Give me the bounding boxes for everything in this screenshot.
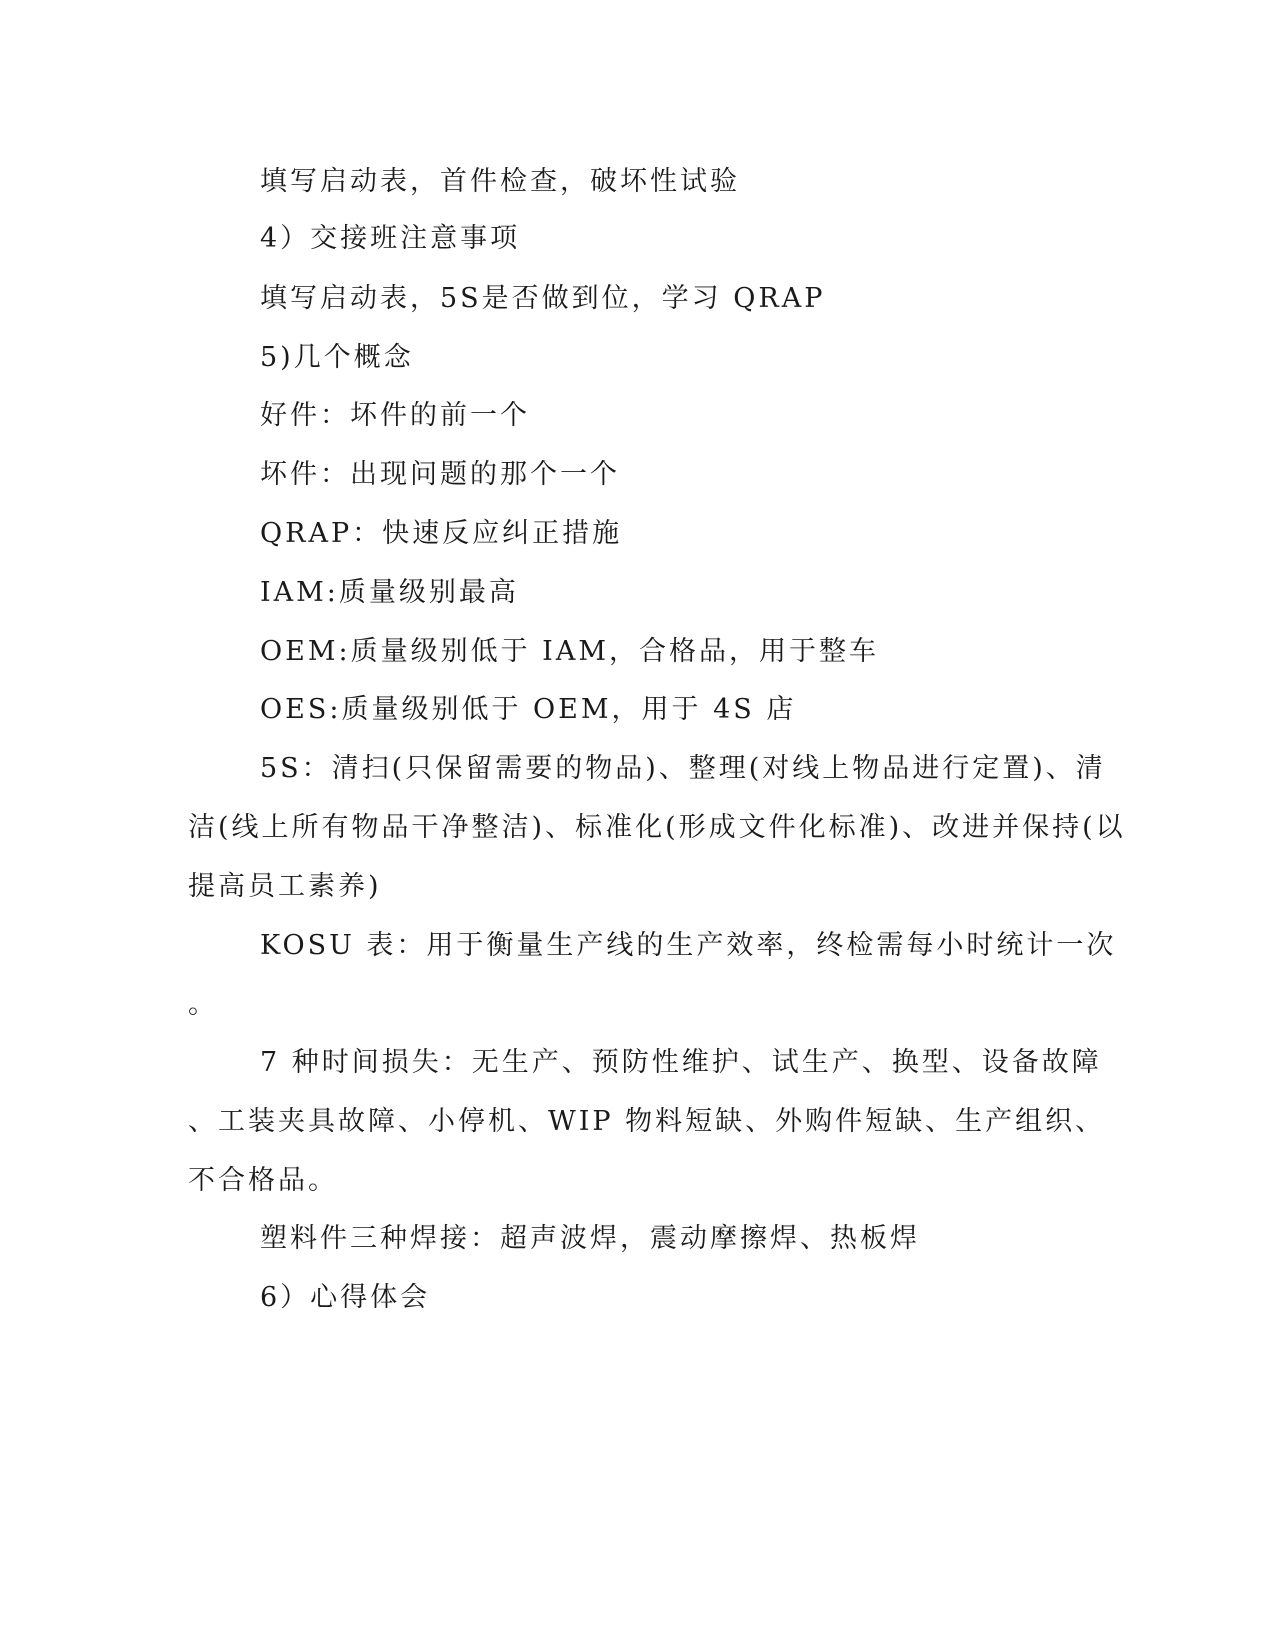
text-line: QRAP：快速反应纠正措施 [260,518,623,549]
text-line: 7 种时间损失：无生产、预防性维护、试生产、换型、设备故障 [260,1047,1102,1078]
text-line: 洁(线上所有物品干净整洁)、标准化(形成文件化标准)、改进并保持(以 [188,812,1126,843]
text-line: 塑料件三种焊接：超声波焊，震动摩擦焊、热板焊 [260,1223,920,1254]
text-line: 好件：坏件的前一个 [260,400,530,431]
text-line: 、工装夹具故障、小停机、WIP 物料短缺、外购件短缺、生产组织、 [188,1106,1106,1137]
text-line: 填写启动表，首件检查，破坏性试验 [260,166,740,197]
text-line: 。 [188,989,218,1020]
section-heading: 4）交接班注意事项 [260,223,521,254]
text-line: 坏件：出现问题的那个一个 [260,459,620,490]
text-line: KOSU 表：用于衡量生产线的生产效率，终检需每小时统计一次 [260,930,1117,961]
section-heading: 6）心得体会 [260,1282,431,1313]
text-line: OES:质量级别低于 OEM，用于 4S 店 [260,694,797,725]
text-line: 不合格品。 [188,1165,338,1196]
text-line: 提高员工素养) [188,871,382,902]
section-heading: 5)几个概念 [260,342,414,373]
text-line: OEM:质量级别低于 IAM，合格品，用于整车 [260,636,879,667]
text-line: IAM:质量级别最高 [260,577,519,608]
text-line: 填写启动表，5S是否做到位，学习 QRAP [260,283,826,314]
text-line: 5S：清扫(只保留需要的物品)、整理(对线上物品进行定置)、清 [260,753,1106,784]
